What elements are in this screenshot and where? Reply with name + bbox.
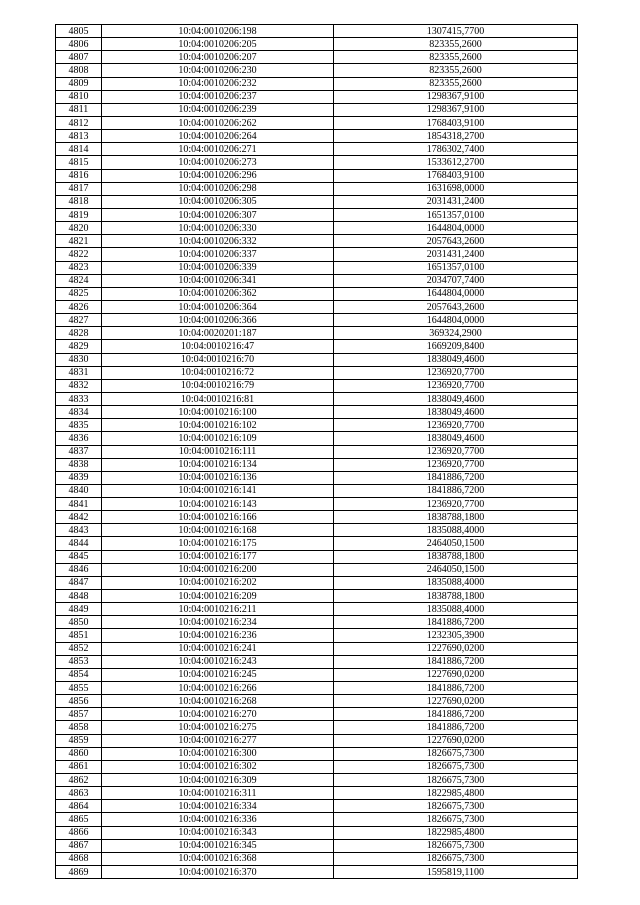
cadastral-number-cell: 10:04:0010216:177 — [102, 550, 334, 563]
table-row — [56, 287, 578, 300]
table-row — [56, 839, 578, 852]
value-cell: 369324,2900 — [334, 327, 578, 340]
table-row — [56, 116, 578, 129]
table-row — [56, 774, 578, 787]
cadastral-number-cell: 10:04:0010216:168 — [102, 524, 334, 537]
cadastral-number-cell: 10:04:0010216:277 — [102, 734, 334, 747]
table-row — [56, 642, 578, 655]
value-cell: 1826675,7300 — [334, 747, 578, 760]
row-number-cell: 4829 — [56, 340, 102, 353]
row-number-cell: 4861 — [56, 760, 102, 773]
table-row — [56, 668, 578, 681]
row-number-cell: 4867 — [56, 839, 102, 852]
table-row — [56, 603, 578, 616]
row-number-cell: 4858 — [56, 721, 102, 734]
value-cell: 1822985,4800 — [334, 787, 578, 800]
cadastral-number-cell: 10:04:0010206:366 — [102, 314, 334, 327]
row-number-cell: 4842 — [56, 511, 102, 524]
table-row — [56, 90, 578, 103]
row-number-cell: 4815 — [56, 156, 102, 169]
row-number-cell: 4843 — [56, 524, 102, 537]
table-row — [56, 130, 578, 143]
table-body — [56, 25, 578, 879]
cadastral-number-cell: 10:04:0010216:47 — [102, 340, 334, 353]
cadastral-number-cell: 10:04:0010206:337 — [102, 248, 334, 261]
value-cell: 1236920,7700 — [334, 498, 578, 511]
table-row — [56, 353, 578, 366]
cadastral-number-cell: 10:04:0010216:79 — [102, 379, 334, 392]
table-row — [56, 524, 578, 537]
value-cell: 1835088,4000 — [334, 603, 578, 616]
value-cell: 1298367,9100 — [334, 103, 578, 116]
cadastral-number-cell: 10:04:0010216:143 — [102, 498, 334, 511]
value-cell: 1838049,4600 — [334, 392, 578, 405]
cadastral-number-cell: 10:04:0010216:81 — [102, 392, 334, 405]
value-cell: 1841886,7200 — [334, 721, 578, 734]
value-cell: 1669209,8400 — [334, 340, 578, 353]
value-cell: 2034707,7400 — [334, 274, 578, 287]
cadastral-number-cell: 10:04:0010216:134 — [102, 458, 334, 471]
value-cell: 2464050,1500 — [334, 563, 578, 576]
value-cell: 1826675,7300 — [334, 800, 578, 813]
cadastral-number-cell: 10:04:0010206:364 — [102, 300, 334, 313]
cadastral-number-cell: 10:04:0010216:166 — [102, 511, 334, 524]
cadastral-number-cell: 10:04:0010206:305 — [102, 195, 334, 208]
row-number-cell: 4805 — [56, 25, 102, 38]
table-row — [56, 208, 578, 221]
table-row — [56, 590, 578, 603]
cadastral-number-cell: 10:04:0010216:370 — [102, 866, 334, 879]
cadastral-number-cell: 10:04:0010206:339 — [102, 261, 334, 274]
table-row — [56, 169, 578, 182]
row-number-cell: 4866 — [56, 826, 102, 839]
value-cell: 1644804,0000 — [334, 287, 578, 300]
table-row — [56, 77, 578, 90]
data-table — [55, 24, 578, 879]
row-number-cell: 4840 — [56, 484, 102, 497]
cadastral-number-cell: 10:04:0010206:205 — [102, 38, 334, 51]
value-cell: 1826675,7300 — [334, 839, 578, 852]
table-row — [56, 366, 578, 379]
cadastral-number-cell: 10:04:0010206:198 — [102, 25, 334, 38]
value-cell: 1651357,0100 — [334, 208, 578, 221]
cadastral-number-cell: 10:04:0010206:307 — [102, 208, 334, 221]
row-number-cell: 4846 — [56, 563, 102, 576]
cadastral-number-cell: 10:04:0010216:141 — [102, 484, 334, 497]
cadastral-number-cell: 10:04:0010206:237 — [102, 90, 334, 103]
cadastral-number-cell: 10:04:0010206:262 — [102, 116, 334, 129]
cadastral-number-cell: 10:04:0010216:243 — [102, 655, 334, 668]
row-number-cell: 4856 — [56, 695, 102, 708]
table-row — [56, 314, 578, 327]
table-row — [56, 695, 578, 708]
cadastral-number-cell: 10:04:0010206:271 — [102, 143, 334, 156]
value-cell: 2057643,2600 — [334, 300, 578, 313]
cadastral-number-cell: 10:04:0010216:136 — [102, 471, 334, 484]
table-row — [56, 787, 578, 800]
value-cell: 1533612,2700 — [334, 156, 578, 169]
row-number-cell: 4818 — [56, 195, 102, 208]
value-cell: 1838049,4600 — [334, 353, 578, 366]
row-number-cell: 4864 — [56, 800, 102, 813]
cadastral-number-cell: 10:04:0020201:187 — [102, 327, 334, 340]
value-cell: 823355,2600 — [334, 77, 578, 90]
row-number-cell: 4836 — [56, 432, 102, 445]
value-cell: 1826675,7300 — [334, 852, 578, 865]
cadastral-number-cell: 10:04:0010206:207 — [102, 51, 334, 64]
table-row — [56, 445, 578, 458]
table-row — [56, 327, 578, 340]
value-cell: 1838049,4600 — [334, 432, 578, 445]
row-number-cell: 4847 — [56, 576, 102, 589]
value-cell: 1236920,7700 — [334, 458, 578, 471]
cadastral-number-cell: 10:04:0010206:330 — [102, 222, 334, 235]
cadastral-number-cell: 10:04:0010216:343 — [102, 826, 334, 839]
cadastral-number-cell: 10:04:0010206:362 — [102, 287, 334, 300]
row-number-cell: 4841 — [56, 498, 102, 511]
value-cell: 1298367,9100 — [334, 90, 578, 103]
row-number-cell: 4865 — [56, 813, 102, 826]
row-number-cell: 4853 — [56, 655, 102, 668]
row-number-cell: 4850 — [56, 616, 102, 629]
value-cell: 1838788,1800 — [334, 590, 578, 603]
cadastral-number-cell: 10:04:0010216:245 — [102, 668, 334, 681]
value-cell: 1644804,0000 — [334, 222, 578, 235]
table-row — [56, 826, 578, 839]
row-number-cell: 4849 — [56, 603, 102, 616]
row-number-cell: 4855 — [56, 682, 102, 695]
row-number-cell: 4826 — [56, 300, 102, 313]
value-cell: 1595819,1100 — [334, 866, 578, 879]
row-number-cell: 4827 — [56, 314, 102, 327]
cadastral-number-cell: 10:04:0010216:266 — [102, 682, 334, 695]
value-cell: 1227690,0200 — [334, 695, 578, 708]
value-cell: 1826675,7300 — [334, 760, 578, 773]
table-row — [56, 222, 578, 235]
row-number-cell: 4857 — [56, 708, 102, 721]
value-cell: 1835088,4000 — [334, 524, 578, 537]
cadastral-number-cell: 10:04:0010216:275 — [102, 721, 334, 734]
table-row — [56, 511, 578, 524]
row-number-cell: 4851 — [56, 629, 102, 642]
cadastral-number-cell: 10:04:0010216:311 — [102, 787, 334, 800]
row-number-cell: 4817 — [56, 182, 102, 195]
table-row — [56, 576, 578, 589]
value-cell: 1307415,7700 — [334, 25, 578, 38]
cadastral-number-cell: 10:04:0010216:368 — [102, 852, 334, 865]
value-cell: 1236920,7700 — [334, 379, 578, 392]
table-row — [56, 721, 578, 734]
row-number-cell: 4825 — [56, 287, 102, 300]
table-row — [56, 274, 578, 287]
row-number-cell: 4845 — [56, 550, 102, 563]
table-row — [56, 143, 578, 156]
table-row — [56, 392, 578, 405]
table-row — [56, 25, 578, 38]
cadastral-number-cell: 10:04:0010206:332 — [102, 235, 334, 248]
value-cell: 1841886,7200 — [334, 484, 578, 497]
row-number-cell: 4838 — [56, 458, 102, 471]
row-number-cell: 4816 — [56, 169, 102, 182]
row-number-cell: 4814 — [56, 143, 102, 156]
cadastral-number-cell: 10:04:0010216:300 — [102, 747, 334, 760]
row-number-cell: 4809 — [56, 77, 102, 90]
row-number-cell: 4806 — [56, 38, 102, 51]
cadastral-number-cell: 10:04:0010216:209 — [102, 590, 334, 603]
cadastral-number-cell: 10:04:0010216:72 — [102, 366, 334, 379]
cadastral-number-cell: 10:04:0010206:230 — [102, 64, 334, 77]
value-cell: 823355,2600 — [334, 38, 578, 51]
cadastral-number-cell: 10:04:0010206:298 — [102, 182, 334, 195]
table-row — [56, 419, 578, 432]
row-number-cell: 4830 — [56, 353, 102, 366]
row-number-cell: 4859 — [56, 734, 102, 747]
value-cell: 1768403,9100 — [334, 169, 578, 182]
cadastral-number-cell: 10:04:0010216:334 — [102, 800, 334, 813]
value-cell: 2031431,2400 — [334, 248, 578, 261]
value-cell: 2464050,1500 — [334, 537, 578, 550]
table-row — [56, 760, 578, 773]
table-row — [56, 379, 578, 392]
value-cell: 1841886,7200 — [334, 471, 578, 484]
row-number-cell: 4852 — [56, 642, 102, 655]
row-number-cell: 4844 — [56, 537, 102, 550]
table-row — [56, 484, 578, 497]
value-cell: 1838049,4600 — [334, 406, 578, 419]
cadastral-number-cell: 10:04:0010216:100 — [102, 406, 334, 419]
cadastral-number-cell: 10:04:0010216:302 — [102, 760, 334, 773]
value-cell: 823355,2600 — [334, 51, 578, 64]
table-row — [56, 471, 578, 484]
value-cell: 1841886,7200 — [334, 655, 578, 668]
table-row — [56, 432, 578, 445]
row-number-cell: 4868 — [56, 852, 102, 865]
cadastral-number-cell: 10:04:0010216:270 — [102, 708, 334, 721]
table-row — [56, 38, 578, 51]
cadastral-number-cell: 10:04:0010216:268 — [102, 695, 334, 708]
table-row — [56, 866, 578, 879]
cadastral-number-cell: 10:04:0010216:345 — [102, 839, 334, 852]
cadastral-number-cell: 10:04:0010206:232 — [102, 77, 334, 90]
value-cell: 1227690,0200 — [334, 734, 578, 747]
table-row — [56, 406, 578, 419]
table-row — [56, 64, 578, 77]
row-number-cell: 4860 — [56, 747, 102, 760]
table-row — [56, 852, 578, 865]
row-number-cell: 4807 — [56, 51, 102, 64]
table-row — [56, 734, 578, 747]
row-number-cell: 4831 — [56, 366, 102, 379]
row-number-cell: 4854 — [56, 668, 102, 681]
value-cell: 1838788,1800 — [334, 550, 578, 563]
table-row — [56, 708, 578, 721]
value-cell: 1826675,7300 — [334, 774, 578, 787]
table-row — [56, 235, 578, 248]
value-cell: 2031431,2400 — [334, 195, 578, 208]
row-number-cell: 4808 — [56, 64, 102, 77]
row-number-cell: 4810 — [56, 90, 102, 103]
cadastral-number-cell: 10:04:0010206:264 — [102, 130, 334, 143]
row-number-cell: 4848 — [56, 590, 102, 603]
cadastral-number-cell: 10:04:0010216:200 — [102, 563, 334, 576]
cadastral-number-cell: 10:04:0010216:336 — [102, 813, 334, 826]
table-row — [56, 747, 578, 760]
value-cell: 1841886,7200 — [334, 708, 578, 721]
row-number-cell: 4835 — [56, 419, 102, 432]
row-number-cell: 4834 — [56, 406, 102, 419]
value-cell: 1838788,1800 — [334, 511, 578, 524]
value-cell: 1236920,7700 — [334, 366, 578, 379]
value-cell: 1841886,7200 — [334, 682, 578, 695]
cadastral-number-cell: 10:04:0010216:309 — [102, 774, 334, 787]
value-cell: 1232305,3900 — [334, 629, 578, 642]
table-row — [56, 537, 578, 550]
value-cell: 1644804,0000 — [334, 314, 578, 327]
table-row — [56, 340, 578, 353]
table-row — [56, 248, 578, 261]
row-number-cell: 4869 — [56, 866, 102, 879]
value-cell: 1236920,7700 — [334, 419, 578, 432]
table-row — [56, 182, 578, 195]
table-row — [56, 655, 578, 668]
cadastral-number-cell: 10:04:0010216:202 — [102, 576, 334, 589]
value-cell: 823355,2600 — [334, 64, 578, 77]
row-number-cell: 4821 — [56, 235, 102, 248]
row-number-cell: 4828 — [56, 327, 102, 340]
value-cell: 1227690,0200 — [334, 642, 578, 655]
row-number-cell: 4833 — [56, 392, 102, 405]
cadastral-number-cell: 10:04:0010206:239 — [102, 103, 334, 116]
value-cell: 1236920,7700 — [334, 445, 578, 458]
cadastral-number-cell: 10:04:0010206:273 — [102, 156, 334, 169]
table-row — [56, 616, 578, 629]
table-row — [56, 195, 578, 208]
table-row — [56, 629, 578, 642]
value-cell: 1854318,2700 — [334, 130, 578, 143]
table-row — [56, 682, 578, 695]
row-number-cell: 4824 — [56, 274, 102, 287]
value-cell: 1822985,4800 — [334, 826, 578, 839]
row-number-cell: 4862 — [56, 774, 102, 787]
cadastral-number-cell: 10:04:0010206:341 — [102, 274, 334, 287]
row-number-cell: 4820 — [56, 222, 102, 235]
row-number-cell: 4839 — [56, 471, 102, 484]
row-number-cell: 4813 — [56, 130, 102, 143]
value-cell: 1651357,0100 — [334, 261, 578, 274]
table-row — [56, 261, 578, 274]
cadastral-number-cell: 10:04:0010216:111 — [102, 445, 334, 458]
value-cell: 2057643,2600 — [334, 235, 578, 248]
row-number-cell: 4822 — [56, 248, 102, 261]
cadastral-number-cell: 10:04:0010216:102 — [102, 419, 334, 432]
table-row — [56, 156, 578, 169]
cadastral-number-cell: 10:04:0010216:175 — [102, 537, 334, 550]
value-cell: 1631698,0000 — [334, 182, 578, 195]
cadastral-number-cell: 10:04:0010206:296 — [102, 169, 334, 182]
row-number-cell: 4863 — [56, 787, 102, 800]
value-cell: 1768403,9100 — [334, 116, 578, 129]
table-row — [56, 563, 578, 576]
row-number-cell: 4819 — [56, 208, 102, 221]
row-number-cell: 4832 — [56, 379, 102, 392]
value-cell: 1835088,4000 — [334, 576, 578, 589]
value-cell: 1786302,7400 — [334, 143, 578, 156]
value-cell: 1826675,7300 — [334, 813, 578, 826]
cadastral-number-cell: 10:04:0010216:234 — [102, 616, 334, 629]
table-row — [56, 550, 578, 563]
cadastral-number-cell: 10:04:0010216:70 — [102, 353, 334, 366]
table-row — [56, 813, 578, 826]
cadastral-number-cell: 10:04:0010216:236 — [102, 629, 334, 642]
row-number-cell: 4837 — [56, 445, 102, 458]
cadastral-number-cell: 10:04:0010216:211 — [102, 603, 334, 616]
value-cell: 1841886,7200 — [334, 616, 578, 629]
cadastral-number-cell: 10:04:0010216:109 — [102, 432, 334, 445]
row-number-cell: 4812 — [56, 116, 102, 129]
row-number-cell: 4811 — [56, 103, 102, 116]
table-row — [56, 300, 578, 313]
table-row — [56, 103, 578, 116]
cadastral-number-cell: 10:04:0010216:241 — [102, 642, 334, 655]
table-row — [56, 800, 578, 813]
row-number-cell: 4823 — [56, 261, 102, 274]
table-row — [56, 51, 578, 64]
table-row — [56, 498, 578, 511]
table-row — [56, 458, 578, 471]
value-cell: 1227690,0200 — [334, 668, 578, 681]
